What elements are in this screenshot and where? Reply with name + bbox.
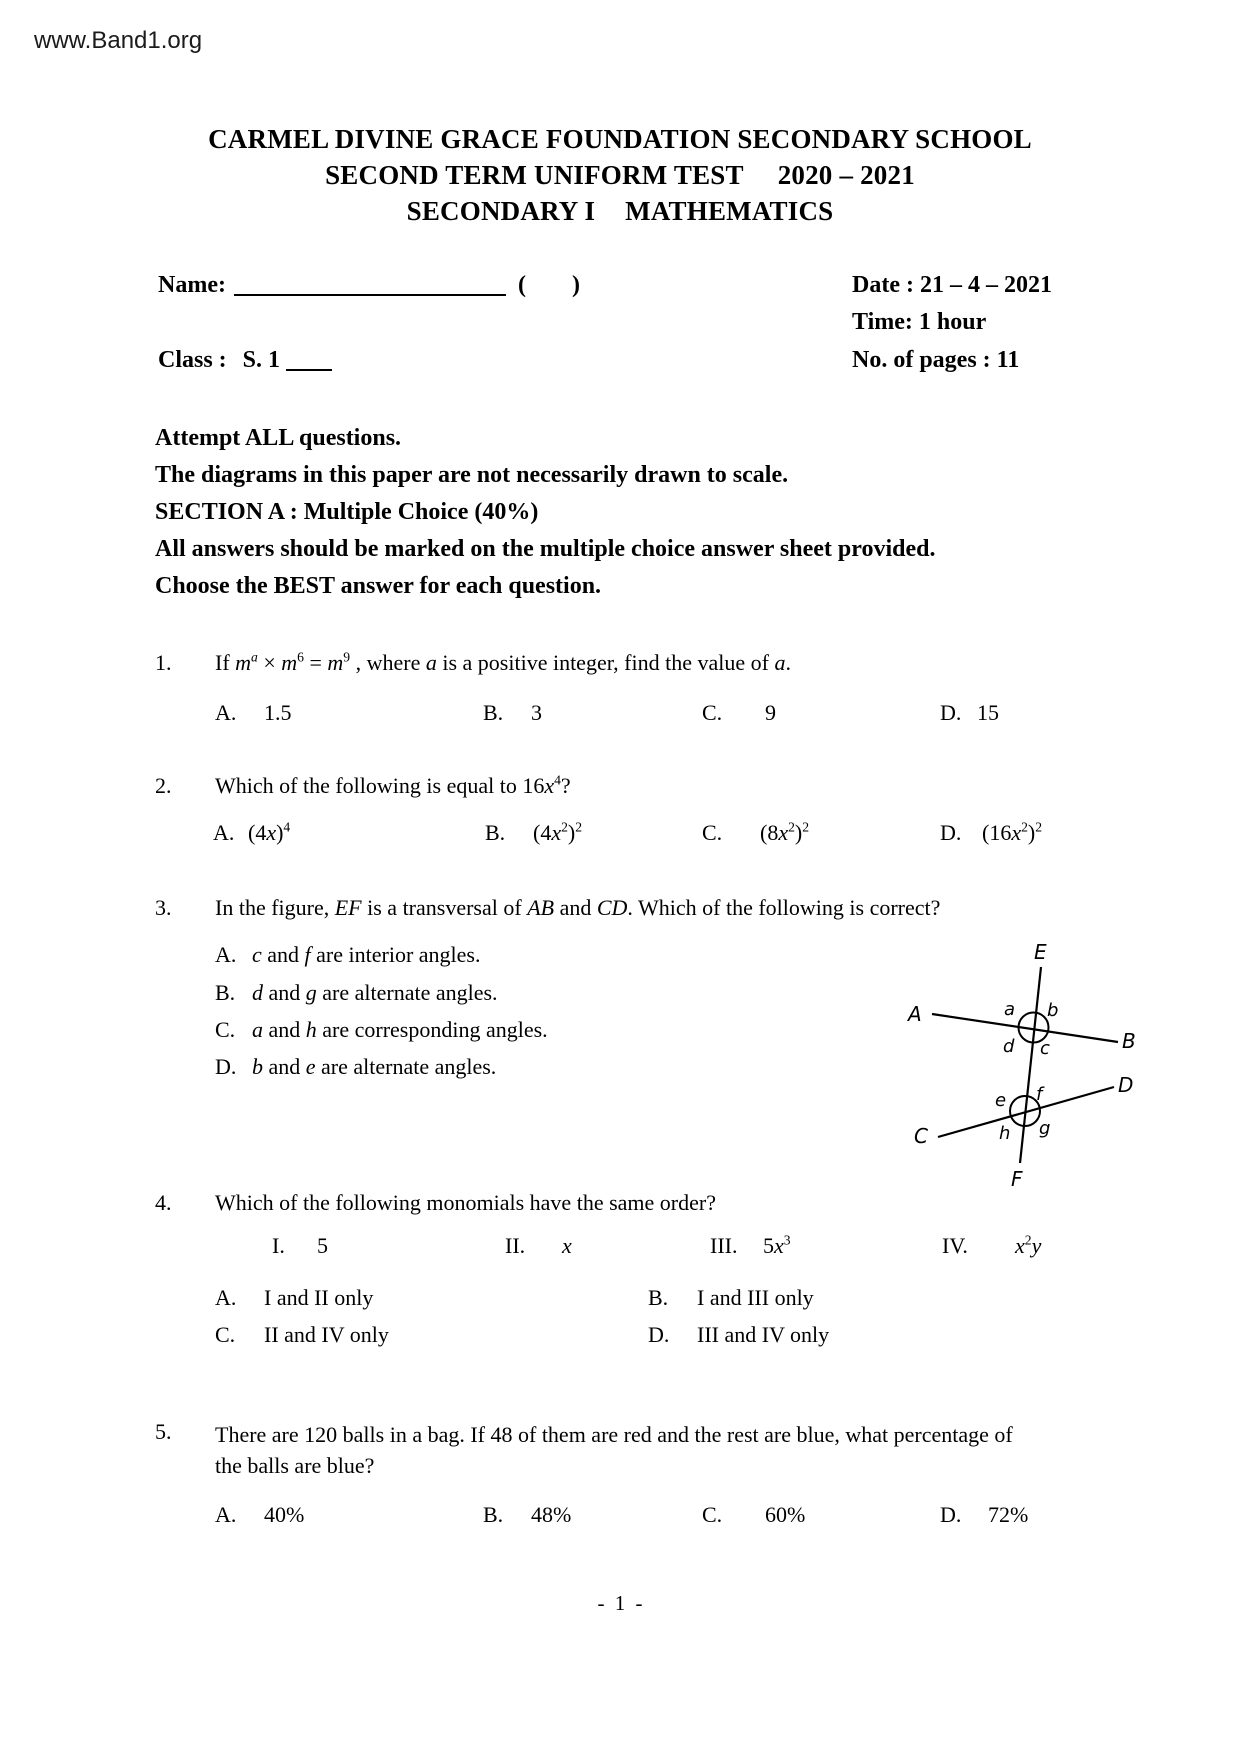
option-value: $(8x^2)^2$ (760, 819, 810, 845)
figure-label-A: A (908, 1002, 922, 1026)
option-label: A. (215, 1285, 237, 1310)
question-number: 3. (155, 895, 172, 920)
exam-title-line (0, 160, 1240, 191)
level-title: SECONDARY I (406, 196, 596, 226)
option-value: 48% (531, 1502, 572, 1527)
question-text: In the figure, EF is a transversal of AB and CD. Which of the following is correct? (215, 895, 941, 920)
paren-close: ) (571, 272, 580, 298)
option-label: C. (702, 700, 723, 725)
option-label: A. (215, 942, 237, 967)
option-value: c and f are interior angles. (252, 942, 481, 967)
roman-label: II. (505, 1233, 526, 1258)
angle-label-h: h (999, 1123, 1011, 1144)
angle-label-g: g (1039, 1118, 1051, 1139)
page-number: - 1 - (597, 1591, 643, 1615)
option-label: B. (485, 820, 506, 845)
instruction-line: Choose the BEST answer for each question. (155, 573, 602, 599)
name-underline (234, 294, 506, 296)
option-label: D. (648, 1322, 670, 1347)
option-value: I and III only (697, 1285, 814, 1310)
roman-label: IV. (942, 1233, 968, 1258)
option-label: A. (215, 700, 237, 725)
watermark-url: www.Band1.org (34, 27, 203, 54)
instruction-line: Attempt ALL questions. (155, 425, 402, 451)
option-label: C. (215, 1017, 236, 1042)
instruction-line: All answers should be marked on the multiple choice answer sheet provided. (155, 536, 936, 562)
question-text (215, 1419, 1013, 1481)
option-value: d and g are alternate angles. (252, 980, 498, 1005)
angle-label-d: d (1003, 1036, 1015, 1057)
angle-label-c: c (1040, 1038, 1050, 1059)
angle-label-f: f (1036, 1084, 1043, 1105)
question-text: If $m^a \times m^6 = m^9$ , where a is a positive integer, find the value of a. (215, 649, 791, 675)
figure-label-B: B (1122, 1029, 1136, 1053)
option-label: D. (940, 820, 962, 845)
instruction-line: SECTION A : Multiple Choice (40%) (155, 499, 539, 525)
roman-label: I. (272, 1233, 285, 1258)
angle-label-a: a (1004, 999, 1016, 1020)
option-value: $(4x)^4$ (248, 819, 291, 845)
class-label: Class : (158, 347, 227, 373)
question-text: Which of the following is equal to $16x^4$? (215, 772, 571, 798)
option-value: b and e are alternate angles. (252, 1054, 497, 1079)
option-value: I and II only (264, 1285, 374, 1310)
pages-value: No. of pages : 11 (852, 347, 1020, 373)
option-label: D. (215, 1054, 237, 1079)
option-value: 72% (988, 1502, 1029, 1527)
name-row (158, 272, 580, 299)
question-text-line: the balls are blue? (215, 1453, 375, 1478)
roman-value: $x^2y$ (1015, 1232, 1042, 1258)
option-label: A. (213, 820, 235, 845)
class-underline (286, 369, 332, 371)
instruction-line: The diagrams in this paper are not necessarily drawn to scale. (155, 462, 789, 488)
name-label: Name: (158, 272, 226, 298)
figure-label-E: E (1034, 940, 1047, 964)
option-value: III and IV only (697, 1322, 830, 1347)
line-ab (932, 1014, 1118, 1042)
angle-label-e: e (995, 1090, 1007, 1111)
question-number: 2. (155, 773, 172, 798)
line-ef (1020, 967, 1041, 1163)
option-label: B. (648, 1285, 669, 1310)
line-cd (938, 1087, 1114, 1137)
instructions-block (155, 420, 935, 605)
subject-title: MATHEMATICS (625, 196, 834, 226)
option-value: 1.5 (264, 700, 292, 725)
question-number: 5. (155, 1419, 172, 1444)
class-row (158, 347, 332, 374)
level-subject-line (0, 196, 1240, 227)
figure-label-F: F (1011, 1167, 1023, 1191)
roman-label: III. (710, 1233, 738, 1258)
option-value: 9 (765, 700, 776, 725)
roman-value: 5 (317, 1233, 328, 1258)
roman-value: $5x^3$ (763, 1232, 791, 1258)
option-label: C. (702, 1502, 723, 1527)
class-value: S. 1 (242, 347, 281, 373)
option-value: 3 (531, 700, 542, 725)
question-number: 4. (155, 1190, 172, 1215)
option-value: 15 (977, 700, 999, 725)
option-label: B. (215, 980, 236, 1005)
date-value: Date : 21 – 4 – 2021 (852, 272, 1052, 298)
question-number: 1. (155, 650, 172, 675)
option-label: D. (940, 1502, 962, 1527)
option-label: D. (940, 700, 962, 725)
option-value: 60% (765, 1502, 806, 1527)
option-value: II and IV only (264, 1322, 389, 1347)
figure-label-D: D (1118, 1073, 1134, 1097)
question-text-line: There are 120 balls in a bag. If 48 of them are red and the rest are blue, what percentage of (215, 1422, 1013, 1447)
option-label: B. (483, 700, 504, 725)
exam-year: 2020 – 2021 (777, 160, 915, 190)
option-label: C. (702, 820, 723, 845)
exam-title: SECOND TERM UNIFORM TEST (325, 160, 744, 190)
paren-open: ( (517, 272, 526, 298)
question-text: Which of the following monomials have the same order? (215, 1190, 716, 1215)
time-value: Time: 1 hour (852, 309, 987, 335)
figure-label-C: C (914, 1124, 928, 1148)
roman-value: x (562, 1233, 572, 1258)
option-value: $(16x^2)^2$ (982, 819, 1043, 845)
option-value: a and h are corresponding angles. (252, 1017, 548, 1042)
option-value: 40% (264, 1502, 305, 1527)
angle-label-b: b (1047, 1000, 1059, 1021)
option-label: A. (215, 1502, 237, 1527)
transversal-figure (900, 935, 1150, 1200)
option-label: B. (483, 1502, 504, 1527)
school-title: CARMEL DIVINE GRACE FOUNDATION SECONDARY SCHOOL (208, 124, 1032, 154)
option-label: C. (215, 1322, 236, 1347)
option-value: $(4x^2)^2$ (533, 819, 583, 845)
